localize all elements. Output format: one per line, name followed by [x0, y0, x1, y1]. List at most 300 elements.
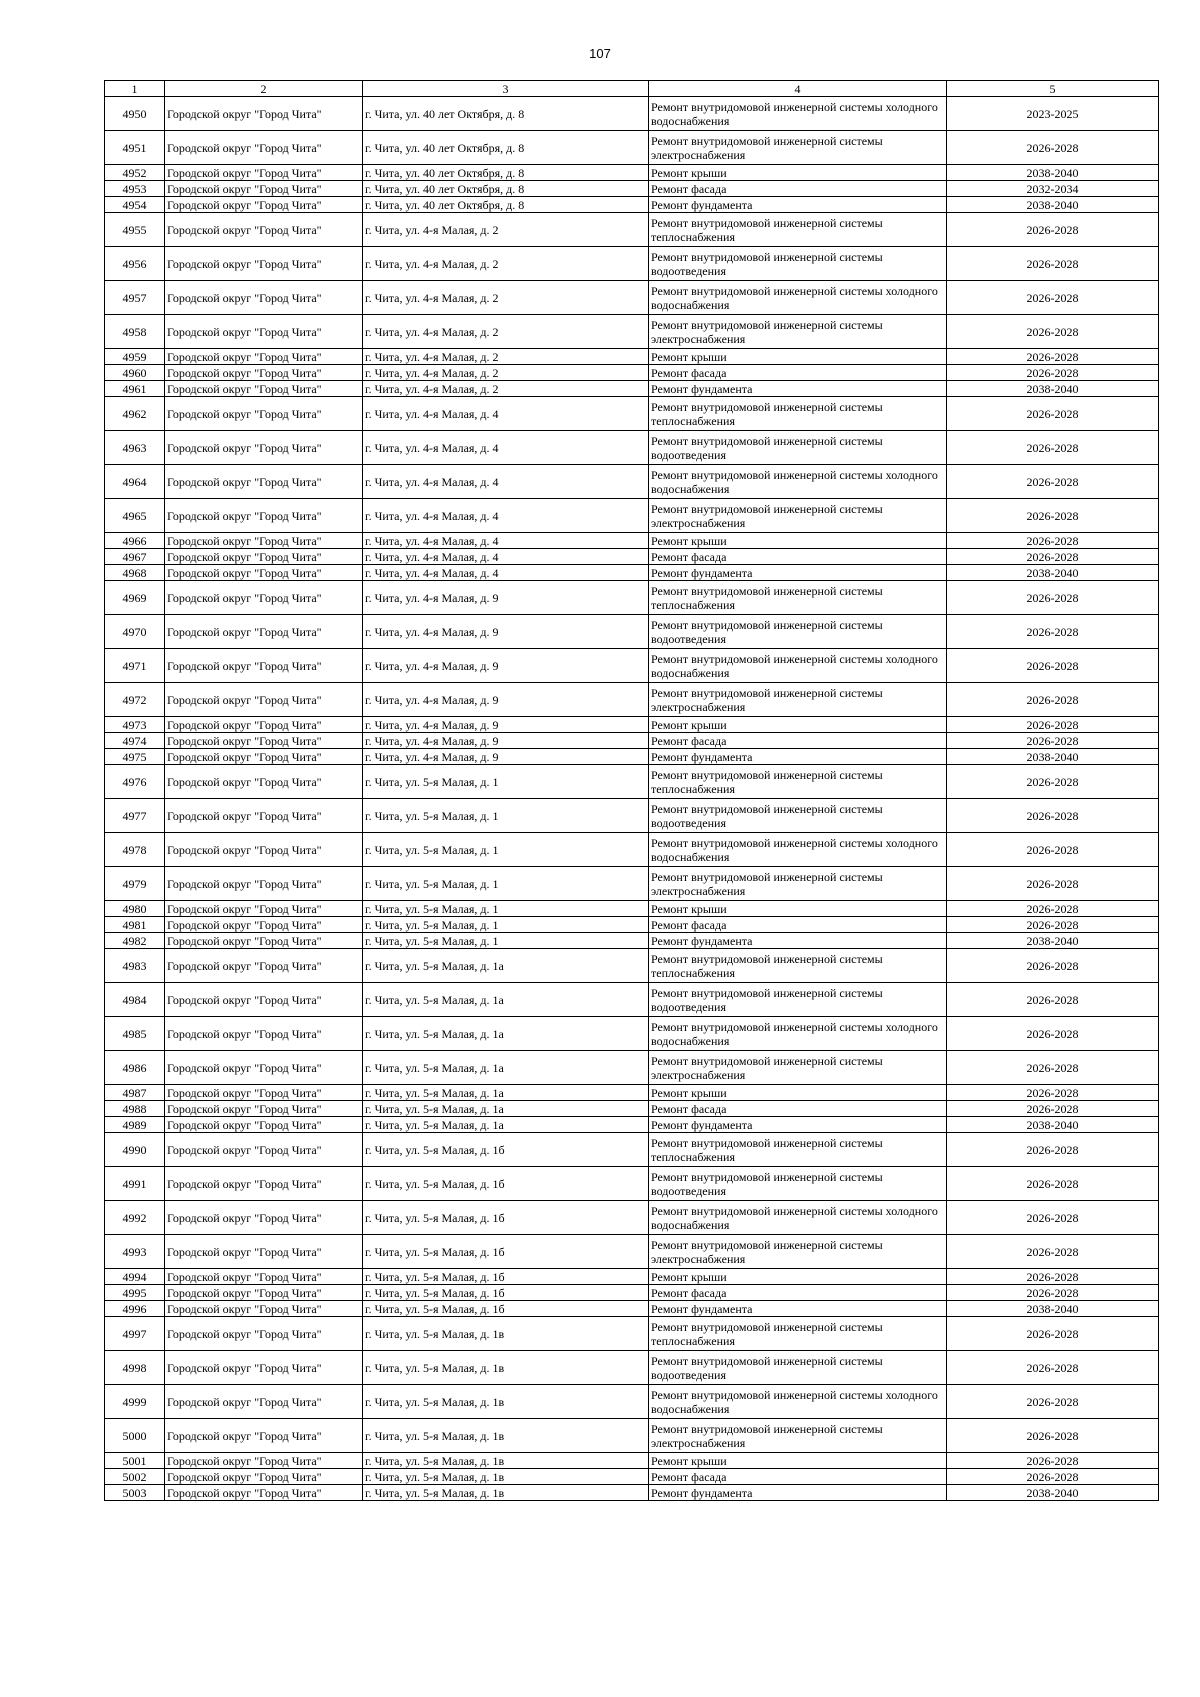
table-row	[105, 649, 1159, 683]
period-cell: 2026-2028	[947, 1167, 1159, 1201]
period-cell: 2026-2028	[947, 1235, 1159, 1269]
work-type-cell: Ремонт крыши	[649, 1085, 947, 1101]
work-type-cell: Ремонт внутридомовой инженерной системы холодного водоснабжения	[649, 833, 947, 867]
table-row	[105, 565, 1159, 581]
table-row	[105, 1419, 1159, 1453]
municipality-cell: Городской округ "Город Чита"	[165, 1269, 363, 1285]
address-cell: г. Чита, ул. 4-я Малая, д. 9	[363, 581, 649, 615]
table-header-row	[105, 81, 1159, 97]
work-type-cell: Ремонт внутридомовой инженерной системы водоотведения	[649, 1351, 947, 1385]
address-cell: г. Чита, ул. 5-я Малая, д. 1в	[363, 1419, 649, 1453]
period-cell: 2026-2028	[947, 315, 1159, 349]
table-row	[105, 1351, 1159, 1385]
row-number-cell: 4999	[105, 1385, 165, 1419]
work-type-cell: Ремонт крыши	[649, 533, 947, 549]
work-type-cell: Ремонт внутридомовой инженерной системы теплоснабжения	[649, 949, 947, 983]
work-type-cell: Ремонт внутридомовой инженерной системы холодного водоснабжения	[649, 649, 947, 683]
period-cell: 2026-2028	[947, 1351, 1159, 1385]
table-row	[105, 749, 1159, 765]
work-type-cell: Ремонт крыши	[649, 349, 947, 365]
municipality-cell: Городской округ "Город Чита"	[165, 733, 363, 749]
table-row	[105, 315, 1159, 349]
address-cell: г. Чита, ул. 40 лет Октября, д. 8	[363, 97, 649, 131]
row-number-cell: 4996	[105, 1301, 165, 1317]
address-cell: г. Чита, ул. 40 лет Октября, д. 8	[363, 181, 649, 197]
address-cell: г. Чита, ул. 5-я Малая, д. 1а	[363, 983, 649, 1017]
period-cell: 2026-2028	[947, 499, 1159, 533]
column-header: 1	[105, 81, 165, 97]
work-type-cell: Ремонт внутридомовой инженерной системы теплоснабжения	[649, 397, 947, 431]
row-number-cell: 4960	[105, 365, 165, 381]
municipality-cell: Городской округ "Город Чита"	[165, 1453, 363, 1469]
table-row	[105, 549, 1159, 565]
row-number-cell: 4990	[105, 1133, 165, 1167]
address-cell: г. Чита, ул. 4-я Малая, д. 2	[363, 315, 649, 349]
address-cell: г. Чита, ул. 5-я Малая, д. 1	[363, 799, 649, 833]
municipality-cell: Городской округ "Город Чита"	[165, 867, 363, 901]
period-cell: 2026-2028	[947, 549, 1159, 565]
row-number-cell: 4983	[105, 949, 165, 983]
period-cell: 2026-2028	[947, 1453, 1159, 1469]
row-number-cell: 4967	[105, 549, 165, 565]
table-row	[105, 397, 1159, 431]
table-row	[105, 683, 1159, 717]
municipality-cell: Городской округ "Город Чита"	[165, 549, 363, 565]
row-number-cell: 4974	[105, 733, 165, 749]
work-type-cell: Ремонт внутридомовой инженерной системы водоотведения	[649, 983, 947, 1017]
work-type-cell: Ремонт внутридомовой инженерной системы электроснабжения	[649, 1419, 947, 1453]
period-cell: 2026-2028	[947, 649, 1159, 683]
municipality-cell: Городской округ "Город Чита"	[165, 1167, 363, 1201]
period-cell: 2038-2040	[947, 1485, 1159, 1501]
table-row	[105, 1301, 1159, 1317]
period-cell: 2026-2028	[947, 949, 1159, 983]
row-number-cell: 4961	[105, 381, 165, 397]
period-cell: 2026-2028	[947, 901, 1159, 917]
work-type-cell: Ремонт внутридомовой инженерной системы теплоснабжения	[649, 1133, 947, 1167]
table-row	[105, 533, 1159, 549]
municipality-cell: Городской округ "Город Чита"	[165, 949, 363, 983]
address-cell: г. Чита, ул. 5-я Малая, д. 1	[363, 901, 649, 917]
municipality-cell: Городской округ "Город Чита"	[165, 1133, 363, 1167]
work-type-cell: Ремонт внутридомовой инженерной системы электроснабжения	[649, 131, 947, 165]
row-number-cell: 5000	[105, 1419, 165, 1453]
period-cell: 2026-2028	[947, 1285, 1159, 1301]
address-cell: г. Чита, ул. 5-я Малая, д. 1в	[363, 1453, 649, 1469]
work-type-cell: Ремонт внутридомовой инженерной системы холодного водоснабжения	[649, 97, 947, 131]
table-row	[105, 1167, 1159, 1201]
municipality-cell: Городской округ "Город Чита"	[165, 247, 363, 281]
table-row	[105, 1051, 1159, 1085]
work-type-cell: Ремонт внутридомовой инженерной системы водоотведения	[649, 799, 947, 833]
row-number-cell: 4971	[105, 649, 165, 683]
row-number-cell: 4953	[105, 181, 165, 197]
period-cell: 2026-2028	[947, 799, 1159, 833]
period-cell: 2026-2028	[947, 1317, 1159, 1351]
row-number-cell: 5002	[105, 1469, 165, 1485]
table-row	[105, 983, 1159, 1017]
table-row	[105, 765, 1159, 799]
municipality-cell: Городской округ "Город Чита"	[165, 833, 363, 867]
municipality-cell: Городской округ "Город Чита"	[165, 1317, 363, 1351]
address-cell: г. Чита, ул. 4-я Малая, д. 9	[363, 749, 649, 765]
row-number-cell: 4975	[105, 749, 165, 765]
municipality-cell: Городской округ "Город Чита"	[165, 1285, 363, 1301]
work-type-cell: Ремонт фундамента	[649, 933, 947, 949]
address-cell: г. Чита, ул. 5-я Малая, д. 1б	[363, 1201, 649, 1235]
table-row	[105, 799, 1159, 833]
period-cell: 2026-2028	[947, 1101, 1159, 1117]
period-cell: 2038-2040	[947, 381, 1159, 397]
municipality-cell: Городской округ "Город Чита"	[165, 1101, 363, 1117]
table-row	[105, 1101, 1159, 1117]
address-cell: г. Чита, ул. 4-я Малая, д. 9	[363, 615, 649, 649]
work-type-cell: Ремонт фундамента	[649, 1117, 947, 1133]
address-cell: г. Чита, ул. 4-я Малая, д. 2	[363, 281, 649, 315]
table-row	[105, 717, 1159, 733]
row-number-cell: 4979	[105, 867, 165, 901]
period-cell: 2026-2028	[947, 1385, 1159, 1419]
address-cell: г. Чита, ул. 5-я Малая, д. 1	[363, 833, 649, 867]
address-cell: г. Чита, ул. 5-я Малая, д. 1а	[363, 1085, 649, 1101]
table-row	[105, 165, 1159, 181]
municipality-cell: Городской округ "Город Чита"	[165, 565, 363, 581]
address-cell: г. Чита, ул. 4-я Малая, д. 4	[363, 465, 649, 499]
municipality-cell: Городской округ "Город Чита"	[165, 397, 363, 431]
period-cell: 2026-2028	[947, 917, 1159, 933]
period-cell: 2026-2028	[947, 131, 1159, 165]
row-number-cell: 4955	[105, 213, 165, 247]
work-type-cell: Ремонт внутридомовой инженерной системы теплоснабжения	[649, 1317, 947, 1351]
work-type-cell: Ремонт внутридомовой инженерной системы электроснабжения	[649, 499, 947, 533]
work-type-cell: Ремонт внутридомовой инженерной системы электроснабжения	[649, 867, 947, 901]
period-cell: 2026-2028	[947, 983, 1159, 1017]
address-cell: г. Чита, ул. 5-я Малая, д. 1б	[363, 1235, 649, 1269]
row-number-cell: 4963	[105, 431, 165, 465]
address-cell: г. Чита, ул. 5-я Малая, д. 1	[363, 765, 649, 799]
address-cell: г. Чита, ул. 4-я Малая, д. 9	[363, 733, 649, 749]
address-cell: г. Чита, ул. 4-я Малая, д. 2	[363, 247, 649, 281]
table-row	[105, 867, 1159, 901]
work-type-cell: Ремонт фасада	[649, 733, 947, 749]
table-row	[105, 581, 1159, 615]
column-header: 3	[363, 81, 649, 97]
work-type-cell: Ремонт фасада	[649, 549, 947, 565]
address-cell: г. Чита, ул. 5-я Малая, д. 1в	[363, 1469, 649, 1485]
period-cell: 2038-2040	[947, 197, 1159, 213]
municipality-cell: Городской округ "Город Чита"	[165, 381, 363, 397]
municipality-cell: Городской округ "Город Чита"	[165, 983, 363, 1017]
municipality-cell: Городской округ "Город Чита"	[165, 315, 363, 349]
page-number: 107	[589, 46, 611, 61]
period-cell: 2026-2028	[947, 465, 1159, 499]
period-cell: 2026-2028	[947, 533, 1159, 549]
work-type-cell: Ремонт внутридомовой инженерной системы холодного водоснабжения	[649, 1201, 947, 1235]
work-type-cell: Ремонт крыши	[649, 165, 947, 181]
work-type-cell: Ремонт внутридомовой инженерной системы холодного водоснабжения	[649, 1017, 947, 1051]
municipality-cell: Городской округ "Город Чита"	[165, 499, 363, 533]
table-row	[105, 733, 1159, 749]
municipality-cell: Городской округ "Город Чита"	[165, 1485, 363, 1501]
period-cell: 2032-2034	[947, 181, 1159, 197]
row-number-cell: 4968	[105, 565, 165, 581]
period-cell: 2026-2028	[947, 1133, 1159, 1167]
address-cell: г. Чита, ул. 5-я Малая, д. 1б	[363, 1301, 649, 1317]
address-cell: г. Чита, ул. 4-я Малая, д. 9	[363, 649, 649, 683]
municipality-cell: Городской округ "Город Чита"	[165, 581, 363, 615]
municipality-cell: Городской округ "Город Чита"	[165, 1117, 363, 1133]
period-cell: 2038-2040	[947, 1301, 1159, 1317]
period-cell: 2038-2040	[947, 565, 1159, 581]
period-cell: 2026-2028	[947, 1269, 1159, 1285]
municipality-cell: Городской округ "Город Чита"	[165, 197, 363, 213]
address-cell: г. Чита, ул. 5-я Малая, д. 1	[363, 917, 649, 933]
row-number-cell: 4954	[105, 197, 165, 213]
row-number-cell: 4976	[105, 765, 165, 799]
row-number-cell: 4977	[105, 799, 165, 833]
municipality-cell: Городской округ "Город Чита"	[165, 1385, 363, 1419]
row-number-cell: 4991	[105, 1167, 165, 1201]
address-cell: г. Чита, ул. 5-я Малая, д. 1	[363, 933, 649, 949]
table-row	[105, 1453, 1159, 1469]
address-cell: г. Чита, ул. 4-я Малая, д. 4	[363, 431, 649, 465]
period-cell: 2026-2028	[947, 365, 1159, 381]
row-number-cell: 4992	[105, 1201, 165, 1235]
work-type-cell: Ремонт внутридомовой инженерной системы электроснабжения	[649, 1051, 947, 1085]
period-cell: 2026-2028	[947, 431, 1159, 465]
address-cell: г. Чита, ул. 40 лет Октября, д. 8	[363, 131, 649, 165]
work-type-cell: Ремонт фундамента	[649, 1485, 947, 1501]
row-number-cell: 4984	[105, 983, 165, 1017]
address-cell: г. Чита, ул. 4-я Малая, д. 2	[363, 381, 649, 397]
address-cell: г. Чита, ул. 40 лет Октября, д. 8	[363, 165, 649, 181]
table-row	[105, 365, 1159, 381]
row-number-cell: 5003	[105, 1485, 165, 1501]
work-type-cell: Ремонт крыши	[649, 1269, 947, 1285]
row-number-cell: 4989	[105, 1117, 165, 1133]
work-type-cell: Ремонт внутридомовой инженерной системы теплоснабжения	[649, 581, 947, 615]
work-type-cell: Ремонт фундамента	[649, 1301, 947, 1317]
table-row	[105, 1317, 1159, 1351]
period-cell: 2038-2040	[947, 165, 1159, 181]
table-row	[105, 949, 1159, 983]
work-type-cell: Ремонт крыши	[649, 901, 947, 917]
address-cell: г. Чита, ул. 4-я Малая, д. 2	[363, 365, 649, 381]
table-row	[105, 499, 1159, 533]
period-cell: 2026-2028	[947, 1201, 1159, 1235]
row-number-cell: 4952	[105, 165, 165, 181]
row-number-cell: 4959	[105, 349, 165, 365]
address-cell: г. Чита, ул. 5-я Малая, д. 1а	[363, 949, 649, 983]
work-type-cell: Ремонт фасада	[649, 181, 947, 197]
period-cell: 2026-2028	[947, 615, 1159, 649]
address-cell: г. Чита, ул. 5-я Малая, д. 1в	[363, 1385, 649, 1419]
address-cell: г. Чита, ул. 5-я Малая, д. 1а	[363, 1101, 649, 1117]
table-row	[105, 197, 1159, 213]
row-number-cell: 4987	[105, 1085, 165, 1101]
municipality-cell: Городской округ "Город Чита"	[165, 465, 363, 499]
municipality-cell: Городской округ "Город Чита"	[165, 917, 363, 933]
row-number-cell: 4956	[105, 247, 165, 281]
municipality-cell: Городской округ "Город Чита"	[165, 615, 363, 649]
row-number-cell: 4951	[105, 131, 165, 165]
table-row	[105, 901, 1159, 917]
period-cell: 2026-2028	[947, 683, 1159, 717]
table-row	[105, 131, 1159, 165]
period-cell: 2026-2028	[947, 1469, 1159, 1485]
table-row	[105, 1485, 1159, 1501]
municipality-cell: Городской округ "Город Чита"	[165, 431, 363, 465]
municipality-cell: Городской округ "Город Чита"	[165, 365, 363, 381]
table-row	[105, 1269, 1159, 1285]
work-type-cell: Ремонт фасада	[649, 365, 947, 381]
municipality-cell: Городской округ "Город Чита"	[165, 901, 363, 917]
table-row	[105, 1235, 1159, 1269]
period-cell: 2026-2028	[947, 833, 1159, 867]
column-header: 2	[165, 81, 363, 97]
period-cell: 2026-2028	[947, 247, 1159, 281]
period-cell: 2026-2028	[947, 1085, 1159, 1101]
work-type-cell: Ремонт крыши	[649, 1453, 947, 1469]
address-cell: г. Чита, ул. 4-я Малая, д. 2	[363, 213, 649, 247]
address-cell: г. Чита, ул. 4-я Малая, д. 2	[363, 349, 649, 365]
work-type-cell: Ремонт внутридомовой инженерной системы холодного водоснабжения	[649, 1385, 947, 1419]
row-number-cell: 4993	[105, 1235, 165, 1269]
column-header: 4	[649, 81, 947, 97]
row-number-cell: 4997	[105, 1317, 165, 1351]
municipality-cell: Городской округ "Город Чита"	[165, 717, 363, 733]
address-cell: г. Чита, ул. 4-я Малая, д. 9	[363, 717, 649, 733]
table-row	[105, 431, 1159, 465]
address-cell: г. Чита, ул. 40 лет Октября, д. 8	[363, 197, 649, 213]
table-row	[105, 1385, 1159, 1419]
work-type-cell: Ремонт фундамента	[649, 197, 947, 213]
row-number-cell: 4986	[105, 1051, 165, 1085]
row-number-cell: 4950	[105, 97, 165, 131]
period-cell: 2038-2040	[947, 749, 1159, 765]
work-type-cell: Ремонт крыши	[649, 717, 947, 733]
table-row	[105, 465, 1159, 499]
address-cell: г. Чита, ул. 5-я Малая, д. 1а	[363, 1051, 649, 1085]
period-cell: 2026-2028	[947, 1051, 1159, 1085]
municipality-cell: Городской округ "Город Чита"	[165, 749, 363, 765]
period-cell: 2038-2040	[947, 933, 1159, 949]
address-cell: г. Чита, ул. 4-я Малая, д. 4	[363, 499, 649, 533]
period-cell: 2026-2028	[947, 1017, 1159, 1051]
period-cell: 2026-2028	[947, 765, 1159, 799]
row-number-cell: 4972	[105, 683, 165, 717]
municipality-cell: Городской округ "Город Чита"	[165, 213, 363, 247]
work-type-cell: Ремонт фундамента	[649, 749, 947, 765]
table-row	[105, 917, 1159, 933]
row-number-cell: 4970	[105, 615, 165, 649]
table-row	[105, 933, 1159, 949]
municipality-cell: Городской округ "Город Чита"	[165, 1051, 363, 1085]
row-number-cell: 4958	[105, 315, 165, 349]
address-cell: г. Чита, ул. 5-я Малая, д. 1в	[363, 1351, 649, 1385]
municipality-cell: Городской округ "Город Чита"	[165, 765, 363, 799]
address-cell: г. Чита, ул. 4-я Малая, д. 9	[363, 683, 649, 717]
row-number-cell: 4982	[105, 933, 165, 949]
row-number-cell: 4966	[105, 533, 165, 549]
period-cell: 2026-2028	[947, 717, 1159, 733]
work-type-cell: Ремонт внутридомовой инженерной системы электроснабжения	[649, 315, 947, 349]
table-row	[105, 1133, 1159, 1167]
period-cell: 2026-2028	[947, 733, 1159, 749]
municipality-cell: Городской округ "Город Чита"	[165, 683, 363, 717]
row-number-cell: 4969	[105, 581, 165, 615]
table-row	[105, 247, 1159, 281]
row-number-cell: 4973	[105, 717, 165, 733]
work-type-cell: Ремонт внутридомовой инженерной системы теплоснабжения	[649, 765, 947, 799]
table-row	[105, 1017, 1159, 1051]
municipality-cell: Городской округ "Город Чита"	[165, 533, 363, 549]
period-cell: 2026-2028	[947, 867, 1159, 901]
row-number-cell: 4995	[105, 1285, 165, 1301]
row-number-cell: 4988	[105, 1101, 165, 1117]
municipality-cell: Городской округ "Город Чита"	[165, 1419, 363, 1453]
address-cell: г. Чита, ул. 5-я Малая, д. 1а	[363, 1117, 649, 1133]
table-row	[105, 1085, 1159, 1101]
municipality-cell: Городской округ "Город Чита"	[165, 349, 363, 365]
row-number-cell: 4981	[105, 917, 165, 933]
capital-repair-table	[104, 80, 1159, 1501]
municipality-cell: Городской округ "Город Чита"	[165, 1085, 363, 1101]
municipality-cell: Городской округ "Город Чита"	[165, 649, 363, 683]
address-cell: г. Чита, ул. 4-я Малая, д. 4	[363, 397, 649, 431]
table-row	[105, 97, 1159, 131]
work-type-cell: Ремонт фасада	[649, 1469, 947, 1485]
address-cell: г. Чита, ул. 5-я Малая, д. 1б	[363, 1269, 649, 1285]
row-number-cell: 4965	[105, 499, 165, 533]
work-type-cell: Ремонт внутридомовой инженерной системы теплоснабжения	[649, 213, 947, 247]
work-type-cell: Ремонт внутридомовой инженерной системы водоотведения	[649, 615, 947, 649]
work-type-cell: Ремонт внутридомовой инженерной системы водоотведения	[649, 1167, 947, 1201]
period-cell: 2026-2028	[947, 1419, 1159, 1453]
row-number-cell: 4962	[105, 397, 165, 431]
work-type-cell: Ремонт внутридомовой инженерной системы водоотведения	[649, 431, 947, 465]
period-cell: 2038-2040	[947, 1117, 1159, 1133]
address-cell: г. Чита, ул. 5-я Малая, д. 1б	[363, 1285, 649, 1301]
municipality-cell: Городской округ "Город Чита"	[165, 131, 363, 165]
row-number-cell: 4957	[105, 281, 165, 315]
municipality-cell: Городской округ "Город Чита"	[165, 97, 363, 131]
row-number-cell: 4980	[105, 901, 165, 917]
municipality-cell: Городской округ "Город Чита"	[165, 1235, 363, 1269]
period-cell: 2026-2028	[947, 213, 1159, 247]
municipality-cell: Городской округ "Город Чита"	[165, 165, 363, 181]
work-type-cell: Ремонт внутридомовой инженерной системы водоотведения	[649, 247, 947, 281]
period-cell: 2026-2028	[947, 281, 1159, 315]
work-type-cell: Ремонт фундамента	[649, 565, 947, 581]
table-row	[105, 281, 1159, 315]
work-type-cell: Ремонт фасада	[649, 1101, 947, 1117]
table-row	[105, 615, 1159, 649]
row-number-cell: 4964	[105, 465, 165, 499]
row-number-cell: 4978	[105, 833, 165, 867]
municipality-cell: Городской округ "Город Чита"	[165, 799, 363, 833]
row-number-cell: 4985	[105, 1017, 165, 1051]
table-row	[105, 381, 1159, 397]
municipality-cell: Городской округ "Город Чита"	[165, 1201, 363, 1235]
table-body	[105, 97, 1159, 1501]
municipality-cell: Городской округ "Город Чита"	[165, 281, 363, 315]
row-number-cell: 5001	[105, 1453, 165, 1469]
row-number-cell: 4994	[105, 1269, 165, 1285]
table-row	[105, 1285, 1159, 1301]
address-cell: г. Чита, ул. 5-я Малая, д. 1	[363, 867, 649, 901]
table-row	[105, 1469, 1159, 1485]
